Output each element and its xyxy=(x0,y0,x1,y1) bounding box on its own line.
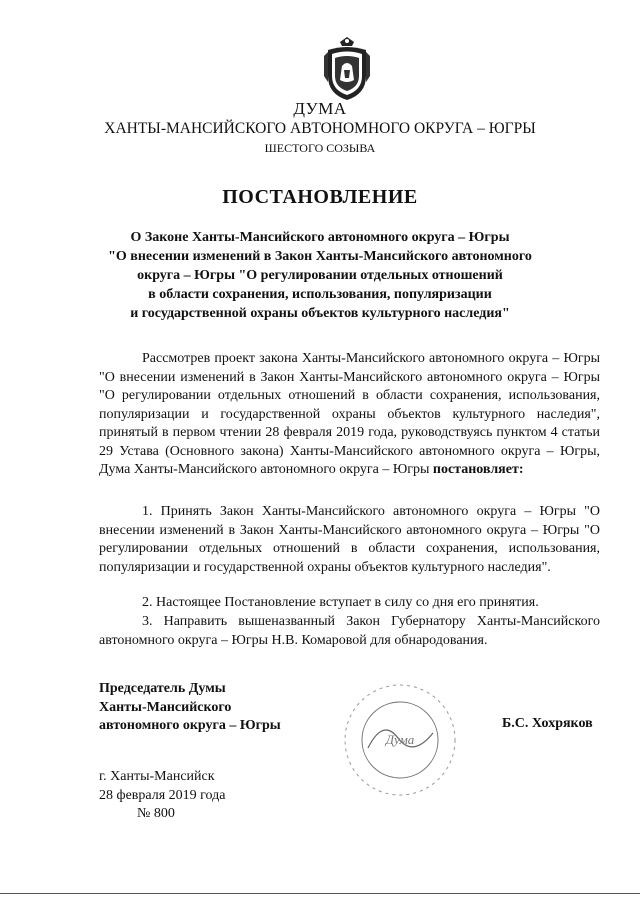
bottom-rule xyxy=(0,893,640,894)
subject-line: округа – Югры "О регулировании отдельных отношений xyxy=(137,268,503,283)
date: 28 февраля 2019 года xyxy=(99,787,226,803)
city: г. Ханты-Мансийск xyxy=(99,769,215,784)
subject-line: и государственной охраны объектов культурного наследия" xyxy=(130,306,510,321)
official-stamp xyxy=(338,678,458,798)
resolution-item-3 xyxy=(99,613,600,650)
signer-title-line: автономного округа – Югры xyxy=(99,718,281,733)
item-text: 1. Принять Закон Ханты-Мансийского автономного округа – Югры "О внесении изменений в Закон Ханты-Мансийского автономного округа – Югры "О регулировании отдельных отношений в области сохранения, использования, популяризации и государственной охраны объектов культурного наследия". xyxy=(99,504,600,575)
okrug-name: ХАНТЫ-МАНСИЙСКОГО АВТОНОМНОГО ОКРУГА – ЮГРЫ xyxy=(104,120,536,137)
subject-line: О Законе Ханты-Мансийского автономного округа – Югры xyxy=(130,230,510,245)
subject-line: в области сохранения, использования, популяризации xyxy=(148,287,492,302)
subject-line: "О внесении изменений в Закон Ханты-Мансийского автономного xyxy=(108,249,532,264)
duma-title: ДУМА xyxy=(293,99,347,118)
document-type-heading: ПОСТАНОВЛЕНИЕ xyxy=(222,186,418,208)
convocation: ШЕСТОГО СОЗЫВА xyxy=(264,141,376,155)
stamp-text: Дума xyxy=(385,732,415,747)
coat-of-arms-emblem xyxy=(322,36,372,102)
document-number: № 800 xyxy=(137,806,175,821)
resolves-keyword: постановляет: xyxy=(432,462,524,477)
resolution-item-2 xyxy=(99,594,600,613)
item-text: 2. Настоящее Постановление вступает в силу со дня его принятия. xyxy=(142,595,539,610)
signer-name: Б.С. Хохряков xyxy=(502,716,593,731)
place-and-date xyxy=(99,768,226,824)
signer-title-line: Председатель Думы xyxy=(99,681,226,696)
signer-title xyxy=(99,680,281,736)
signer-title-line: Ханты-Мансийского xyxy=(99,699,232,715)
preamble-text: Рассмотрев проект закона Ханты-Мансийского автономного округа – Югры "О внесении изменений в Закон Ханты-Мансийского автономного округа – Югры "О регулировании отдельных отношений в области сохранения, использования, популяризации и государственной охраны объектов культурного наследия", принятый в первом чтении 28 февраля 2019 года, руководствуясь пунктом 4 статьи 29 Устава (Основного закона) Ханты-Мансийского автономного округа – Югры, Дума Ханты-Мансийского автономного округа – Югры xyxy=(99,351,600,477)
resolution-subject xyxy=(0,228,640,323)
preamble-paragraph xyxy=(99,350,600,480)
resolution-item-1 xyxy=(99,503,600,577)
item-text: 3. Направить вышеназванный Закон Губернатору Ханты-Мансийского автономного округа – Югры Н.В. Комаровой для обнародования. xyxy=(99,614,600,648)
